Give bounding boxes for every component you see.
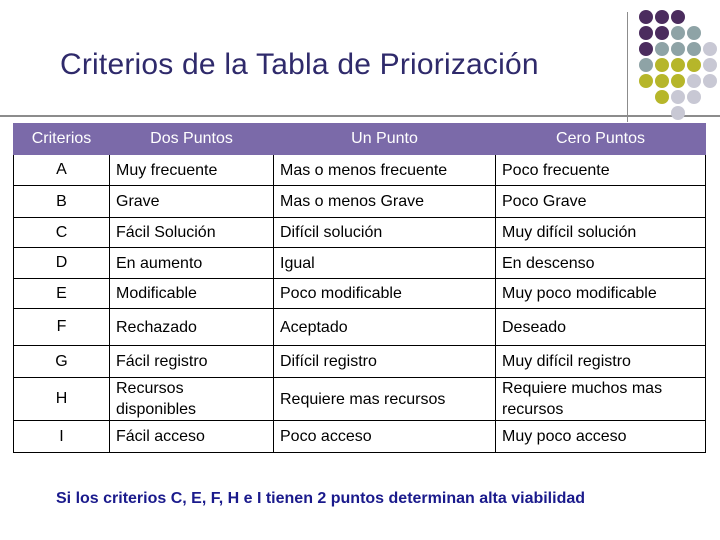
decor-dot: [655, 26, 669, 40]
footer-note: Si los criterios C, E, F, H e I tienen 2 puntos determinan alta viabilidad: [56, 490, 586, 507]
table-row: [14, 155, 706, 186]
cell-dos-puntos: Fácil registro: [110, 346, 274, 378]
decor-dot: [671, 10, 685, 24]
cell-dos-puntos: Recursos disponibles: [110, 378, 274, 421]
decor-dot: [687, 58, 701, 72]
cell-un-punto: Poco modificable: [274, 279, 496, 309]
decor-dot: [671, 26, 685, 40]
cell-cero-puntos: Poco Grave: [496, 186, 706, 218]
cell-dos-puntos: Rechazado: [110, 309, 274, 346]
table-row: [14, 218, 706, 248]
decor-dot: [703, 42, 717, 56]
cell-criterio: F: [14, 309, 110, 346]
table-header-row: [14, 124, 706, 155]
decor-dot: [639, 10, 653, 24]
decor-dot: [671, 58, 685, 72]
decor-dot: [687, 90, 701, 104]
table-row: [14, 186, 706, 218]
decor-dot: [639, 42, 653, 56]
decor-dot: [671, 74, 685, 88]
table-row: [14, 309, 706, 346]
header-un-punto: Un Punto: [274, 124, 496, 155]
table-row: [14, 279, 706, 309]
decor-dot: [639, 58, 653, 72]
decor-dot: [687, 26, 701, 40]
cell-cero-puntos: Muy difícil solución: [496, 218, 706, 248]
decor-dot: [639, 26, 653, 40]
cell-un-punto: Poco acceso: [274, 421, 496, 453]
header-dos-puntos: Dos Puntos: [110, 124, 274, 155]
decor-vertical-line: [627, 12, 628, 122]
cell-criterio: H: [14, 378, 110, 421]
cell-dos-puntos: Fácil Solución: [110, 218, 274, 248]
cell-criterio: D: [14, 248, 110, 279]
decor-dot: [687, 42, 701, 56]
decor-dot: [655, 74, 669, 88]
cell-cero-puntos: Deseado: [496, 309, 706, 346]
header-criterios: Criterios: [14, 124, 110, 155]
cell-dos-puntos: En aumento: [110, 248, 274, 279]
cell-un-punto: Mas o menos Grave: [274, 186, 496, 218]
cell-criterio: G: [14, 346, 110, 378]
decor-dot: [655, 58, 669, 72]
header-cero-puntos: Cero Puntos: [496, 124, 706, 155]
cell-cero-puntos: Muy difícil registro: [496, 346, 706, 378]
decor-dot: [671, 42, 685, 56]
table-row: [14, 421, 706, 453]
cell-cero-puntos: Poco frecuente: [496, 155, 706, 186]
cell-un-punto: Aceptado: [274, 309, 496, 346]
decor-dot: [655, 42, 669, 56]
decor-dot: [687, 74, 701, 88]
cell-un-punto: Difícil solución: [274, 218, 496, 248]
cell-un-punto: Difícil registro: [274, 346, 496, 378]
cell-criterio: I: [14, 421, 110, 453]
cell-un-punto: Mas o menos frecuente: [274, 155, 496, 186]
decor-dot: [655, 10, 669, 24]
decor-dot: [703, 58, 717, 72]
cell-un-punto: Requiere mas recursos: [274, 378, 496, 421]
decor-dot: [671, 106, 685, 120]
cell-dos-puntos: Grave: [110, 186, 274, 218]
cell-criterio: C: [14, 218, 110, 248]
table-row: [14, 248, 706, 279]
cell-criterio: B: [14, 186, 110, 218]
cell-dos-puntos: Muy frecuente: [110, 155, 274, 186]
table-row: [14, 378, 706, 421]
decor-dot: [655, 90, 669, 104]
cell-cero-puntos: En descenso: [496, 248, 706, 279]
table-row: [14, 346, 706, 378]
decor-dot: [671, 90, 685, 104]
decor-dot-grid: [639, 10, 720, 120]
cell-cero-puntos: Requiere muchos mas recursos: [496, 378, 706, 421]
priority-criteria-table: [13, 123, 706, 453]
decor-dot: [703, 74, 717, 88]
cell-dos-puntos: Modificable: [110, 279, 274, 309]
slide-title: Criterios de la Tabla de Priorización: [60, 48, 539, 81]
decor-dot: [639, 74, 653, 88]
cell-criterio: A: [14, 155, 110, 186]
cell-criterio: E: [14, 279, 110, 309]
cell-cero-puntos: Muy poco modificable: [496, 279, 706, 309]
cell-cero-puntos: Muy poco acceso: [496, 421, 706, 453]
title-underline: [0, 115, 720, 117]
cell-dos-puntos: Fácil acceso: [110, 421, 274, 453]
cell-un-punto: Igual: [274, 248, 496, 279]
